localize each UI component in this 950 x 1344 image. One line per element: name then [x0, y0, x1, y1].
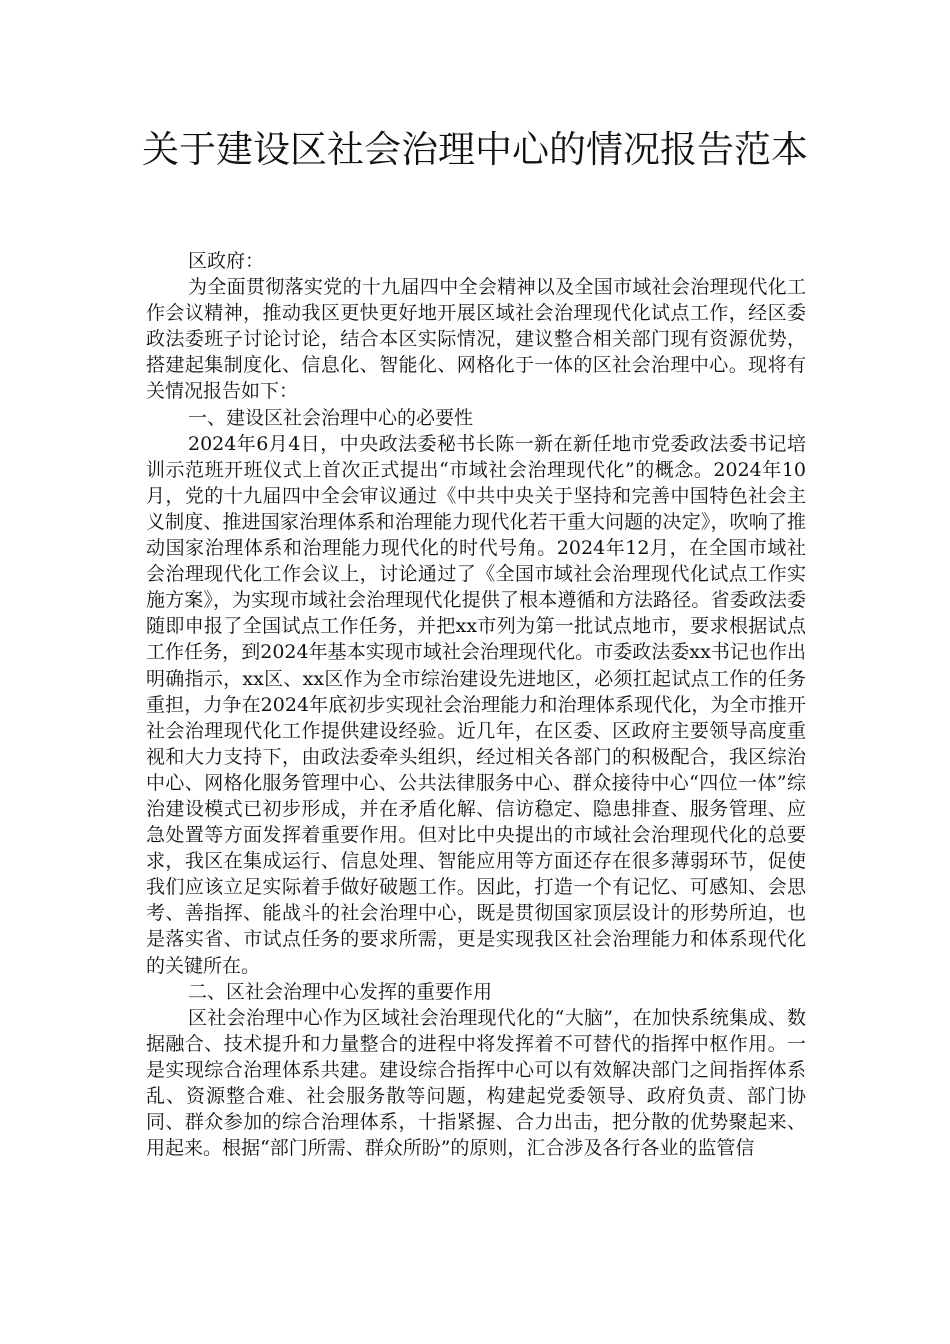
section-heading-1: 一、建设区社会治理中心的必要性 — [188, 406, 474, 429]
section-1-paragraph: 2024年6月4日，中央政法委秘书长陈一新在新任地市党委政法委书记培训示范班开班仪式上首次正式提出“市域社会治理现代化”的概念。2024年10月，党的十九届四中全会审议通过《中共中央关于坚持和完善中国特色社会主义制度、推进国家治理体系和治理能力现代化若干重大问题的决定》，吹响了推动国家治理体系和治理能力现代化的时代号角。2024年12月，在全国市域社会治理现代化工作会议上，讨论通过了《全国市域社会治理现代化试点工作实施方案》，为实现市域社会治理现代化提供了根本遵循和方法路径。省委政法委随即申报了全国试点工作任务，并把xx市列为第一批试点地市，要求根据试点工作任务，到2024年基本实现市域社会治理现代化。市委政法委xx书记也作出明确指示，xx区、xx区作为全市综治建设先进地区，必须扛起试点工作的任务重担，力争在2024年底初步实现社会治理能力和治理体系现代化，为全市推开社会治理现代化工作提供建设经验。近几年，在区委、区政府主要领导高度重视和大力支持下，由政法委牵头组织，经过相关各部门的积极配合，我区综治中心、网格化服务管理中心、公共法律服务中心、群众接待中心“四位一体”综治建设模式已初步形成，并在矛盾化解、信访稳定、隐患排查、服务管理、应急处置等方面发挥着重要作用。但对比中央提出的市域社会治理现代化的总要求，我区在集成运行、信息处理、智能应用等方面还存在很多薄弱环节，促使我们应该立足实际着手做好破题工作。因此，打造一个有记忆、可感知、会思考、善指挥、能战斗的社会治理中心，既是贯彻国家顶层设计的形势所迫，也是落实省、市试点任务的要求所需，更是实现我区社会治理能力和体系现代化的关键所在。 — [146, 432, 806, 977]
intro-paragraph: 为全面贯彻落实党的十九届四中全会精神以及全国市域社会治理现代化工作会议精神，推动我区更快更好地开展区域社会治理现代化试点工作，经区委政法委班子讨论讨论，结合本区实际情况，建议整合相关部门现有资源优势，搭建起集制度化、信息化、智能化、网格化于一体的区社会治理中心。现将有关情况报告如下： — [146, 276, 806, 403]
section-heading-2: 二、区社会治理中心发挥的重要作用 — [188, 980, 493, 1003]
salutation: 区政府： — [188, 250, 265, 272]
document-body — [146, 248, 806, 1161]
section-2-paragraph: 区社会治理中心作为区域社会治理现代化的“大脑”，在加快系统集成、数据融合、技术提升和力量整合的进程中将发挥着不可替代的指挥中枢作用。一是实现综合治理体系共建。建设综合指挥中心可以有效解决部门之间指挥体系乱、资源整合难、社会服务散等问题，构建起党委领导、政府负责、部门协同、群众参加的综合治理体系，十指紧握、合力出击，把分散的优势聚起来、用起来。根据“部门所需、群众所盼”的原则，汇合涉及各行各业的监管信 — [146, 1006, 806, 1160]
document-title: 关于建设区社会治理中心的情况报告范本 — [142, 128, 808, 171]
